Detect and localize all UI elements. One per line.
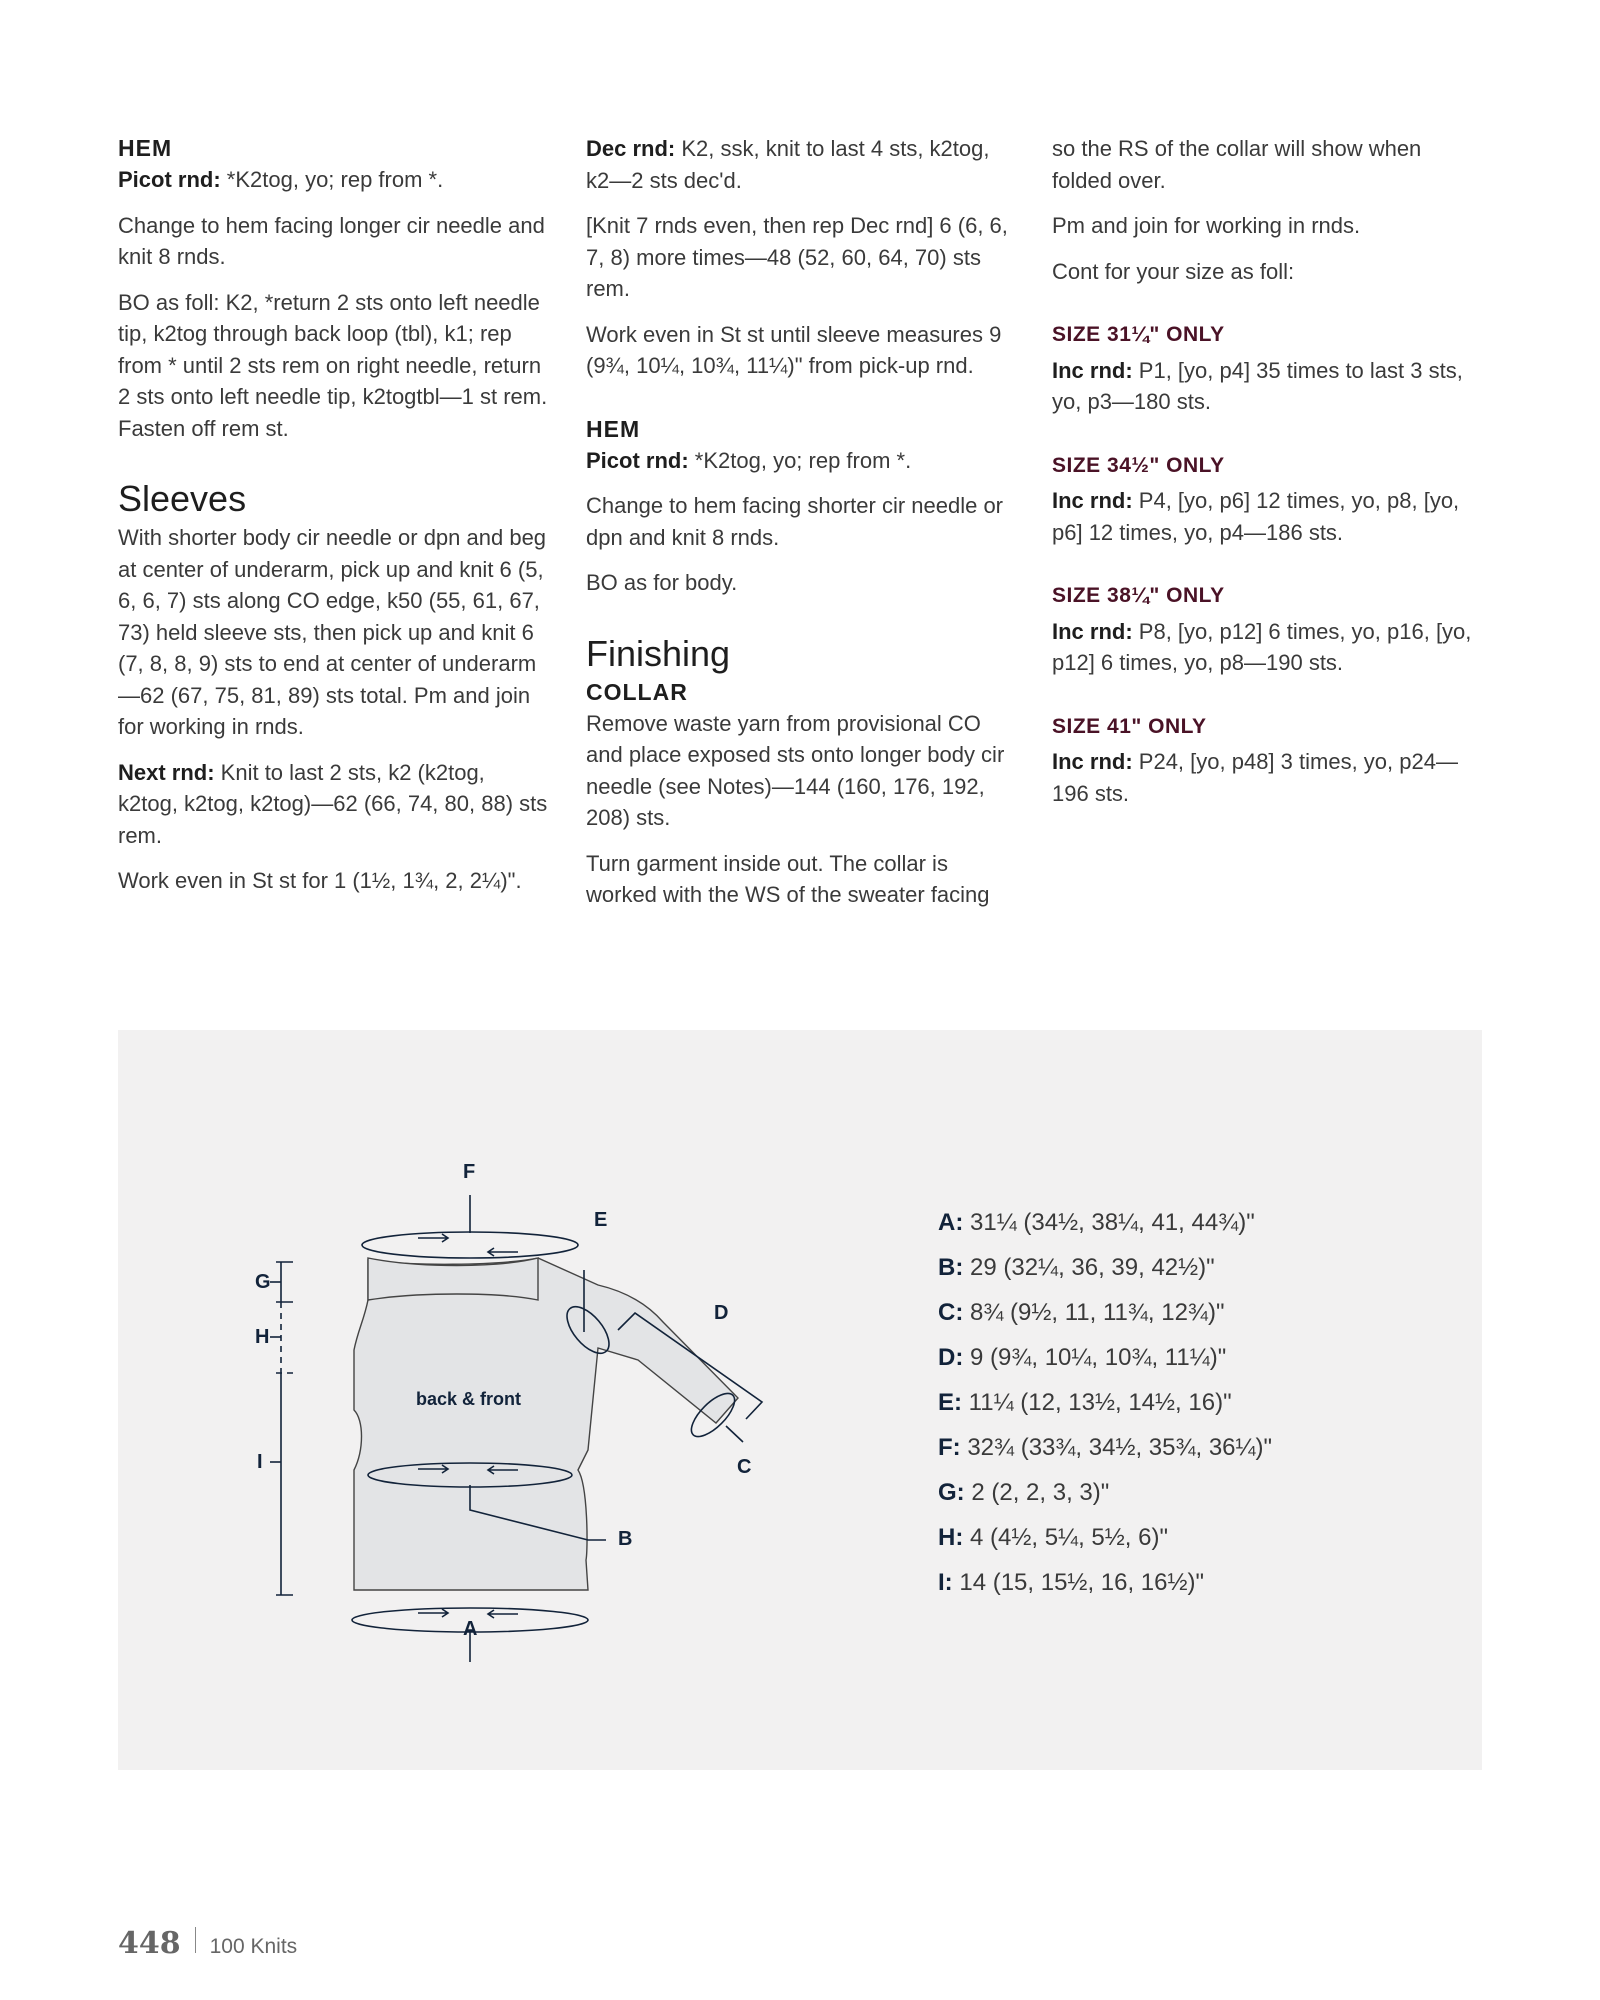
turn-garment-instruction: Turn garment inside out. The collar is worked with the WS of the sweater facing xyxy=(586,850,990,907)
sleeves-heading: Sleeves xyxy=(118,478,247,519)
size-heading-3: SIZE 38¼" ONLY xyxy=(1052,584,1225,607)
measurement-d: D: 9 (9¾, 10¼, 10¾, 11¼)" xyxy=(938,1344,1227,1371)
knit7-instruction: [Knit 7 rnds even, then rep Dec rnd] 6 (6, 6, 7, 8) more times—48 (52, 60, 64, 70) sts rem. xyxy=(586,213,1008,301)
next-label: Next rnd: xyxy=(118,759,215,785)
next-text: Knit to last 2 sts, k2 (k2tog, k2tog, k2tog, k2tog)—62 (66, 74, 80, 88) sts rem. xyxy=(118,759,548,848)
f-arrow-1 xyxy=(418,1234,448,1242)
body-label: back & front xyxy=(416,1389,522,1409)
column-2 xyxy=(586,133,1016,925)
size-instruction-3 xyxy=(1052,616,1482,679)
sleeve-change-needle-instruction: Change to hem facing shorter cir needle or dpn and knit 8 rnds. xyxy=(586,493,1004,550)
size-heading-1: SIZE 31¼" ONLY xyxy=(1052,323,1225,346)
continue-size-instruction: Cont for your size as foll: xyxy=(1052,258,1295,284)
measurement-i: I: 14 (15, 15½, 16, 16½)" xyxy=(938,1569,1205,1596)
a-arrow-2 xyxy=(488,1610,518,1618)
size-text-1: P1, [yo, p4] 35 times to last 3 sts, yo, p3—180 sts. xyxy=(1052,357,1463,414)
label-h: H xyxy=(255,1326,270,1348)
size-instruction-1 xyxy=(1052,355,1482,418)
a-arrow-1 xyxy=(418,1609,448,1617)
garment-body-shape xyxy=(354,1258,738,1590)
collar-instruction: Remove waste yarn from provisional CO and place exposed sts onto longer body cir needle (see Notes)—144 (160, 176, 192, 208) sts. xyxy=(586,710,1005,830)
join-rounds-instruction: Pm and join for working in rnds. xyxy=(1052,213,1361,238)
measurement-g: G: 2 (2, 2, 3, 3)" xyxy=(938,1479,1110,1506)
label-i: I xyxy=(257,1451,263,1473)
collar-heading: COLLAR xyxy=(586,678,688,705)
column-1 xyxy=(118,133,548,911)
schematic-panel xyxy=(118,1030,1482,1770)
label-a: A xyxy=(463,1618,478,1640)
sleeve-bind-off-instruction: BO as for body. xyxy=(586,570,738,595)
picot-round-instruction xyxy=(118,164,548,196)
inc-label: Inc rnd: xyxy=(1052,749,1133,774)
finishing-heading: Finishing xyxy=(586,632,731,674)
measurement-f: F: 32¾ (33¾, 34½, 35¾, 36¼)" xyxy=(938,1434,1273,1461)
picot-text: *K2tog, yo; rep from *. xyxy=(688,447,912,473)
label-d: D xyxy=(714,1302,729,1324)
size-text-4: P24, [yo, p48] 3 times, yo, p24—196 sts. xyxy=(1052,749,1458,806)
change-needle-instruction: Change to hem facing longer cir needle and knit 8 rnds. xyxy=(118,212,545,269)
c-leader-line xyxy=(726,1426,743,1442)
size-text-3: P8, [yo, p12] 6 times, yo, p16, [yo, p12] 6 times, yo, p8—190 sts. xyxy=(1052,618,1472,675)
page-number: 448 xyxy=(118,1926,181,1961)
f-arrow-2 xyxy=(488,1248,518,1256)
f-measure-ellipse xyxy=(362,1232,578,1258)
measurement-c: C: 8¾ (9½, 11, 11¾, 12¾)" xyxy=(938,1299,1225,1326)
size-heading-4: SIZE 41" ONLY xyxy=(1052,714,1207,738)
collar-continued-text: so the RS of the collar will show when folded over. xyxy=(1052,136,1422,193)
size-instruction-2 xyxy=(1052,485,1482,548)
i-dimension-bracket xyxy=(276,1373,293,1595)
inc-label: Inc rnd: xyxy=(1052,618,1133,644)
picot-label: Picot rnd: xyxy=(586,447,689,473)
label-f: F xyxy=(463,1161,476,1183)
work-even-instruction: Work even in St st for 1 (1½, 1¾, 2, 2¼)". xyxy=(118,868,522,893)
dec-round-instruction xyxy=(586,133,1016,196)
sleeve-picot-instruction xyxy=(586,445,1016,477)
size-instruction-4 xyxy=(1052,746,1482,809)
measurement-a: A: 31¼ (34½, 38¼, 41, 44¾)" xyxy=(938,1209,1255,1236)
hem-heading: HEM xyxy=(118,135,173,161)
label-g: G xyxy=(255,1271,271,1293)
label-b: B xyxy=(618,1528,633,1550)
label-c: C xyxy=(737,1456,752,1478)
bind-off-instruction: BO as foll: K2, *return 2 sts onto left needle tip, k2tog through back loop (tbl), k1; rep from * until 2 sts rem on right needle, return 2 sts onto left needle tip, k2togtbl—1 st rem. Fasten off rem st. xyxy=(118,289,548,441)
dec-label: Dec rnd: xyxy=(586,136,676,161)
page-footer xyxy=(118,1926,297,1961)
picot-label: Picot rnd: xyxy=(118,167,221,192)
sleeve-work-even-instruction: Work even in St st until sleeve measures 9 (9¾, 10¼, 10¾, 11¼)" from pick-up rnd. xyxy=(586,321,1002,378)
sleeve-hem-heading: HEM xyxy=(586,415,641,442)
next-round-instruction xyxy=(118,757,548,852)
measurement-e: E: 11¼ (12, 13½, 14½, 16)" xyxy=(938,1389,1232,1416)
size-heading-2: SIZE 34½" ONLY xyxy=(1052,453,1225,477)
size-text-2: P4, [yo, p6] 12 times, yo, p8, [yo, p6] 12 times, yo, p4—186 sts. xyxy=(1052,488,1460,545)
measurement-list xyxy=(938,1200,1272,1605)
inc-label: Inc rnd: xyxy=(1052,488,1133,513)
footer-divider xyxy=(195,1927,196,1953)
measurement-h: H: 4 (4½, 5¼, 5½, 6)" xyxy=(938,1524,1168,1551)
inc-label: Inc rnd: xyxy=(1052,357,1133,383)
measurement-b: B: 29 (32¼, 36, 39, 42½)" xyxy=(938,1254,1215,1281)
sleeves-pickup-instruction: With shorter body cir needle or dpn and beg at center of underarm, pick up and knit 6 (5, 6, 6, 7) sts along CO edge, k50 (55, 61, 67, 73) held sleeve sts, then pick up and knit 6 (7, 8, 8, 9) sts to end at center of underarm—62 (67, 75, 81, 89) sts total. Pm and join for working in rnds. xyxy=(118,525,547,739)
dec-text: K2, ssk, knit to last 4 sts, k2tog, k2—2 sts dec'd. xyxy=(586,136,990,193)
book-title: 100 Knits xyxy=(209,1935,298,1958)
picot-text: *K2tog, yo; rep from *. xyxy=(220,167,444,192)
sweater-schematic xyxy=(118,1030,1482,1770)
label-e: E xyxy=(594,1209,608,1231)
column-3 xyxy=(1052,133,1482,823)
